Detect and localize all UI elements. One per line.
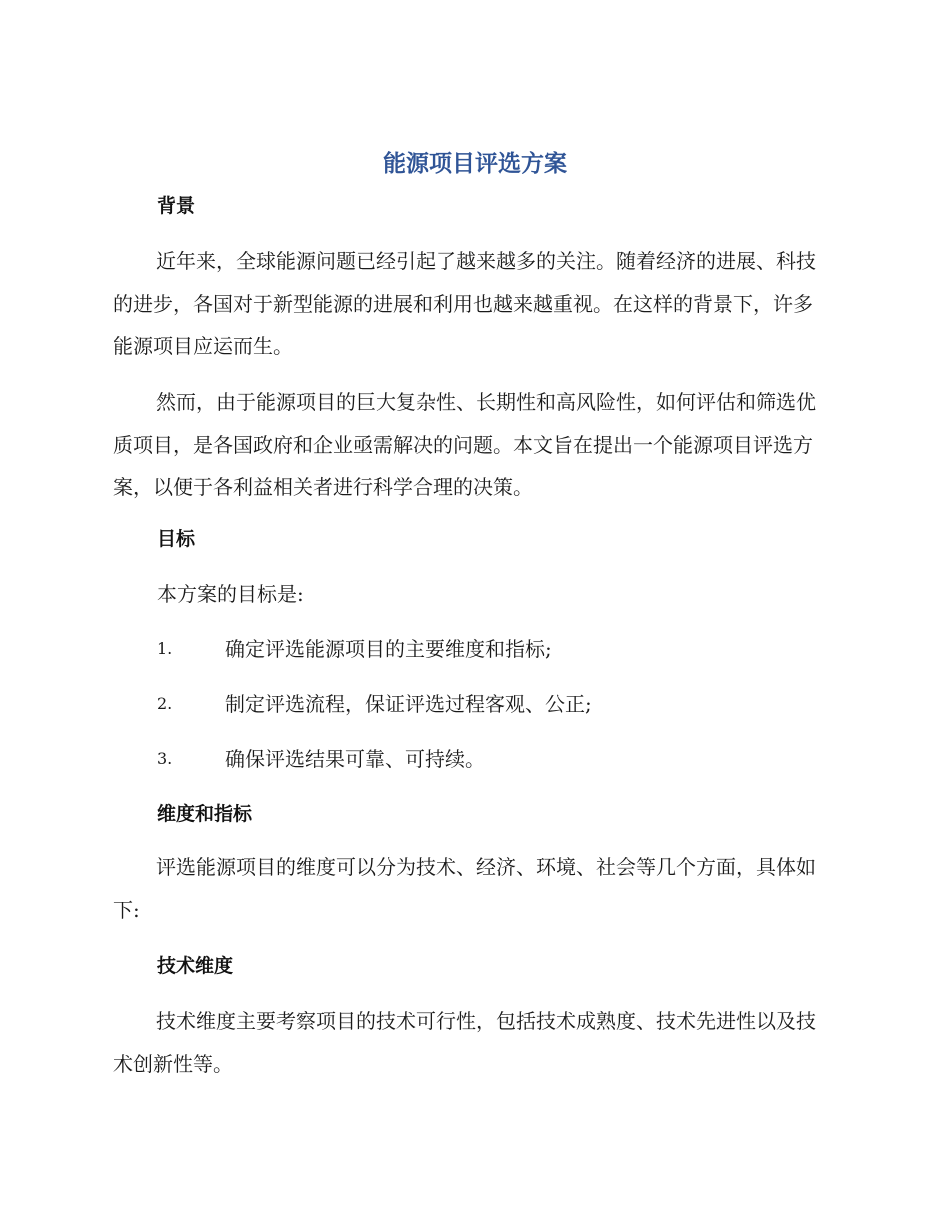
technical-paragraph: 技术维度主要考察项目的技术可行性，包括技术成熟度、技术先进性以及技术创新性等。	[113, 1009, 816, 1076]
goals-intro: 本方案的目标是:	[157, 582, 304, 606]
goal-list-item	[157, 744, 837, 774]
list-text: 确保评选结果可靠、可持续。	[225, 747, 485, 771]
list-number: 2.	[157, 694, 173, 713]
list-text: 制定评选流程，保证评选过程客观、公正;	[225, 692, 592, 716]
list-number: 3.	[157, 749, 173, 768]
document-title: 能源项目评选方案	[383, 151, 567, 177]
dimensions-paragraph: 评选能源项目的维度可以分为技术、经济、环境、社会等几个方面，具体如下:	[113, 855, 816, 922]
goal-list-item	[157, 634, 837, 664]
section-heading-dimensions: 维度和指标	[157, 803, 253, 825]
goal-list-item	[157, 689, 837, 719]
background-paragraph-2: 然而，由于能源项目的巨大复杂性、长期性和高风险性，如何评估和筛选优质项目，是各国政府和企业亟需解决的问题。本文旨在提出一个能源项目评选方案，以便于各利益相关者进行科学合理的决策。	[113, 390, 816, 499]
section-heading-goals: 目标	[157, 528, 196, 550]
list-number: 1.	[157, 639, 173, 658]
section-heading-background: 背景	[157, 195, 196, 217]
list-text: 确定评选能源项目的主要维度和指标;	[225, 637, 552, 661]
background-paragraph-1: 近年来，全球能源问题已经引起了越来越多的关注。随着经济的进展、科技的进步，各国对于新型能源的进展和利用也越来越重视。在这样的背景下，许多能源项目应运而生。	[113, 249, 816, 358]
section-heading-technical: 技术维度	[157, 955, 234, 977]
